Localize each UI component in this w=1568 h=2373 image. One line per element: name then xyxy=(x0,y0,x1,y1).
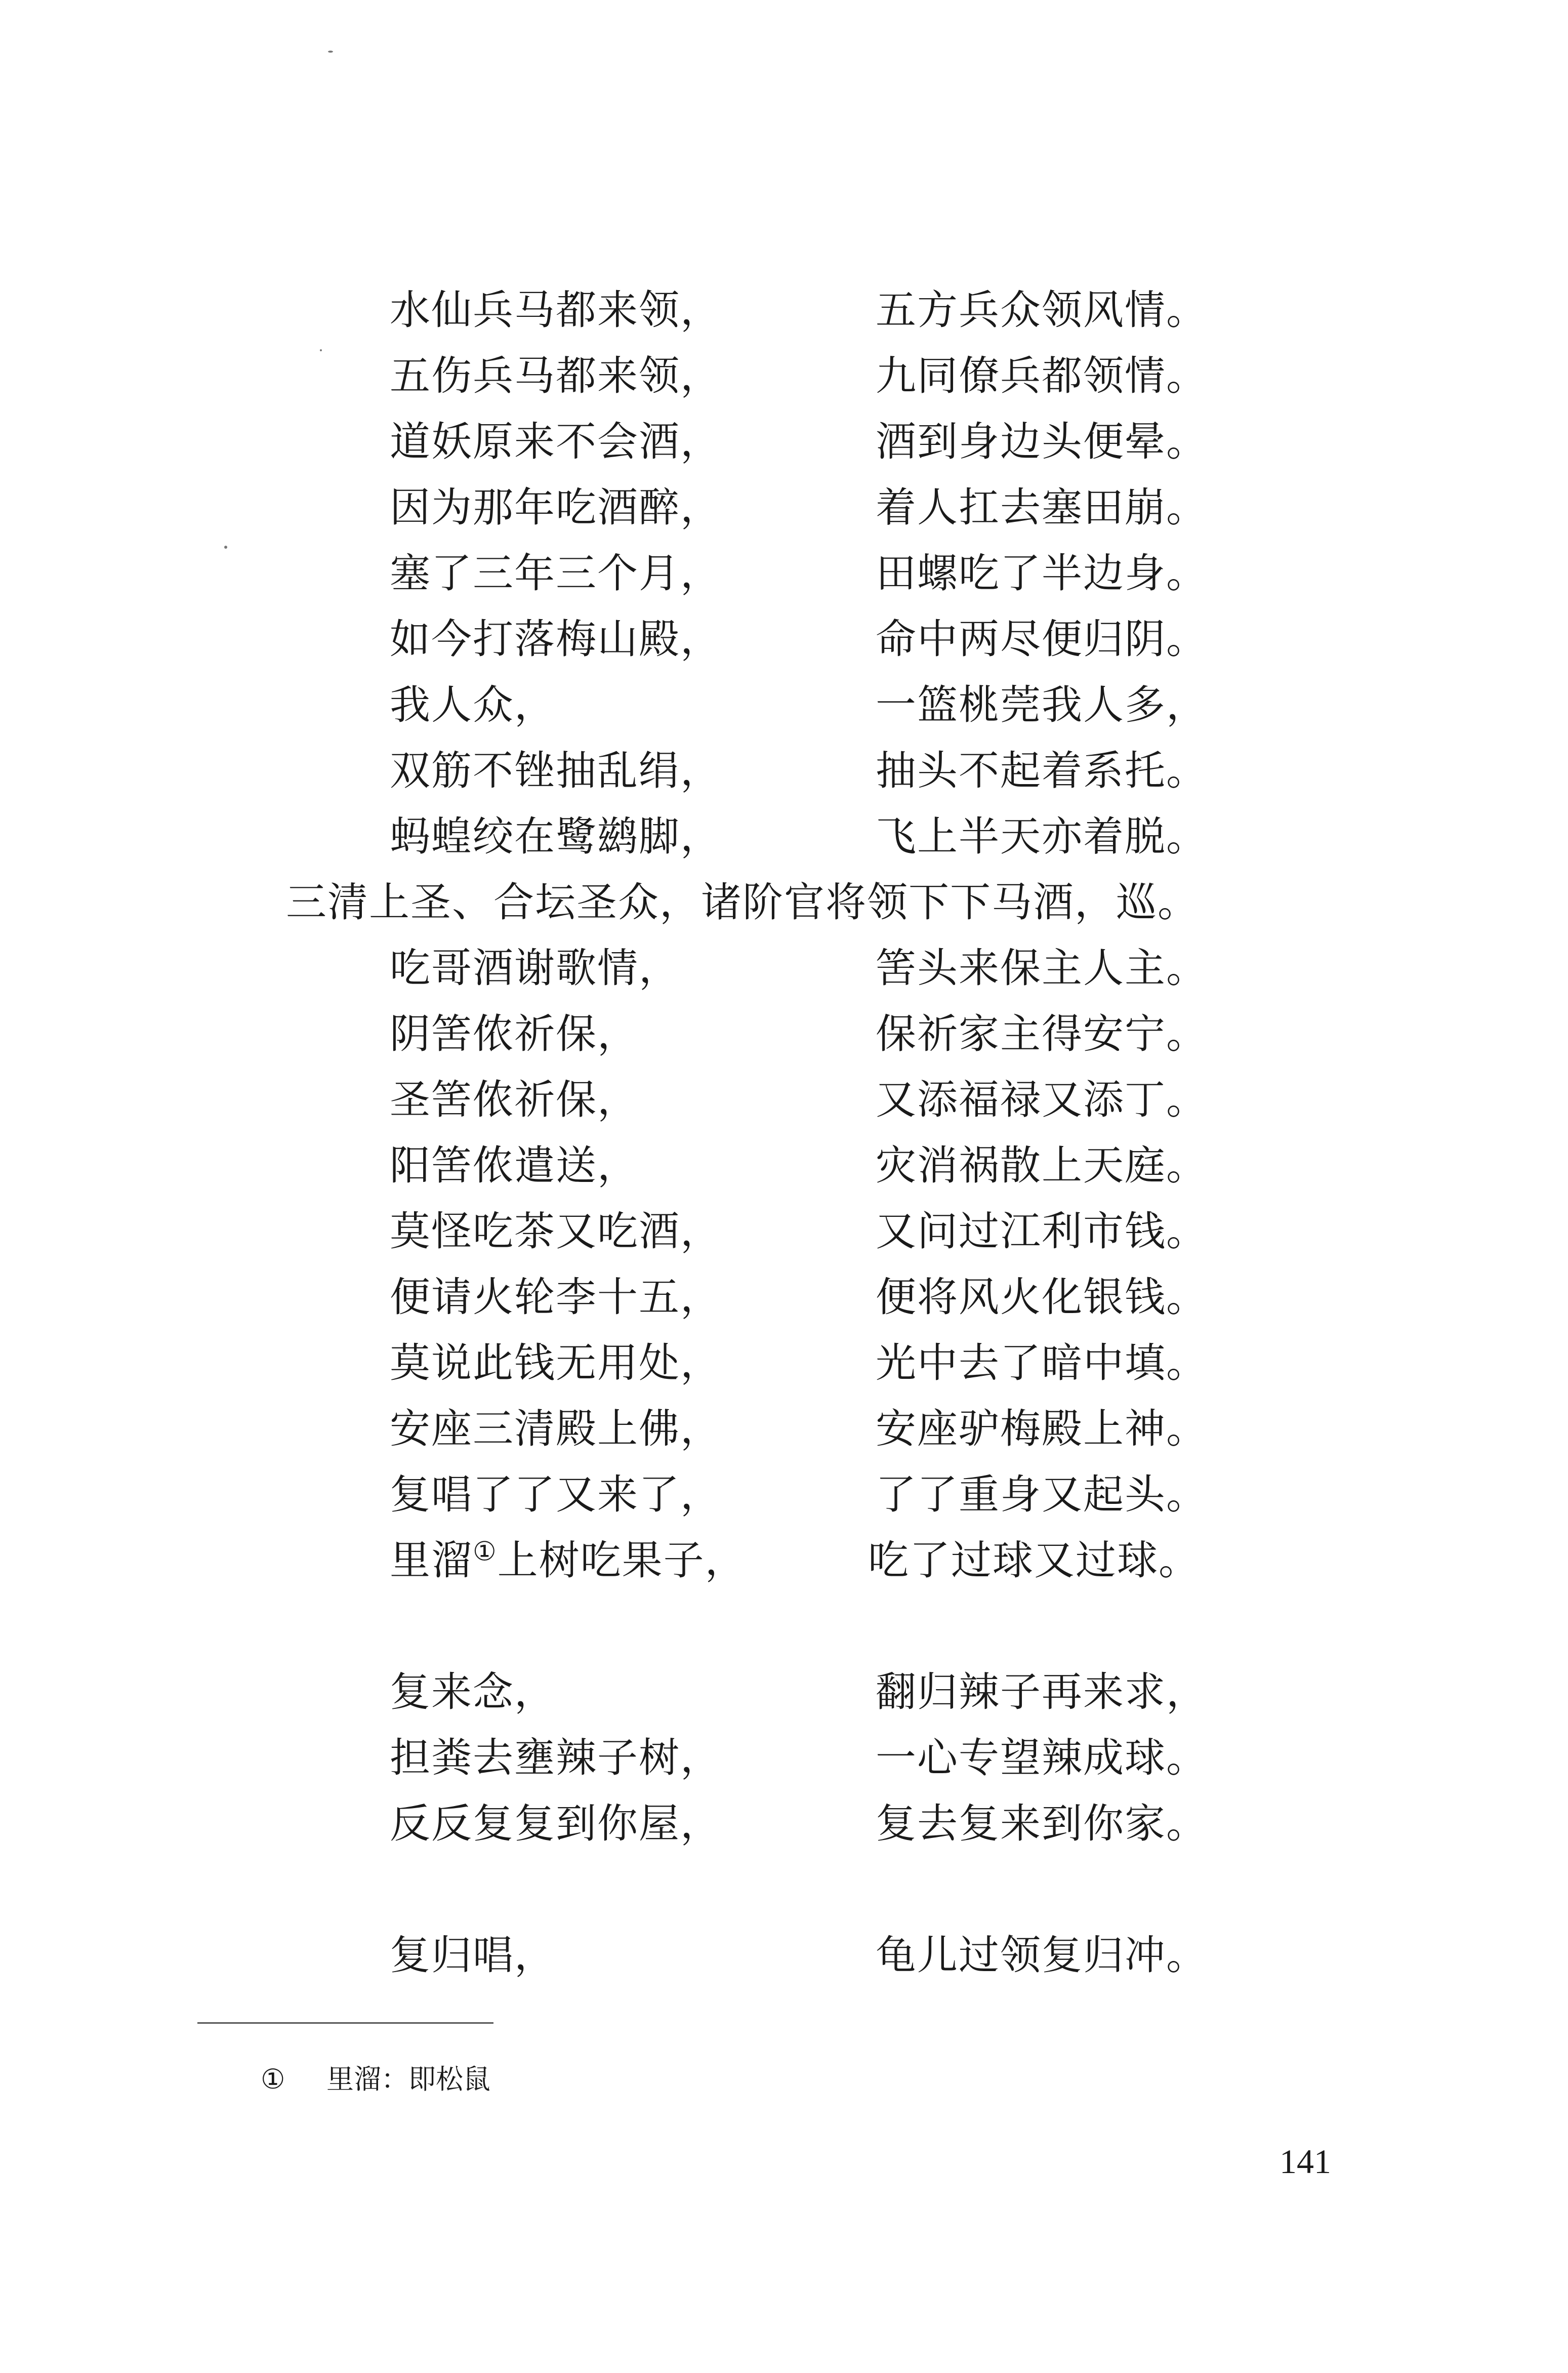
verse-line xyxy=(0,475,1568,541)
verse-right: 一篮桃莞我人多， xyxy=(876,681,1208,728)
verse-line xyxy=(0,1330,1568,1396)
footnote-divider xyxy=(197,2022,493,2024)
verse-right: 便将风火化银钱。 xyxy=(876,1274,1208,1321)
verse-left: 莫说此钱无用处， xyxy=(390,1339,722,1386)
verse-line xyxy=(0,277,1568,343)
verse-line xyxy=(0,1462,1568,1528)
verse-right: 酒到身边头便晕。 xyxy=(876,418,1208,465)
verse-right: 保祈家主得安宁。 xyxy=(876,1010,1208,1057)
verse-line xyxy=(0,1725,1568,1791)
verse-right: 九同僚兵都领情。 xyxy=(876,352,1208,399)
verse-left: 五伤兵马都来领， xyxy=(390,352,722,399)
verse-left: 吃哥酒谢歌情， xyxy=(390,945,680,992)
verse-right: 龟儿过领复归冲。 xyxy=(876,1932,1208,1979)
verse-left: 担粪去壅辣子树， xyxy=(390,1734,722,1781)
verse-right: 抽头不起着系托。 xyxy=(876,747,1208,794)
verse-right: 飞上半天亦着脱。 xyxy=(876,813,1208,860)
verse-right: 了了重身又起头。 xyxy=(876,1471,1208,1518)
verse-text: 里溜 xyxy=(390,1537,473,1584)
verse-right: 一心专望辣成球。 xyxy=(876,1734,1208,1781)
verse-right: 又问过江利市钱。 xyxy=(876,1208,1208,1255)
footnote-text: 里溜：即松鼠 xyxy=(326,2063,490,2095)
verse-left: 塞了三年三个月， xyxy=(390,550,722,597)
verse-line xyxy=(0,1396,1568,1462)
verse-line xyxy=(0,606,1568,672)
verse-right: 着人扛去塞田崩。 xyxy=(876,484,1208,531)
verse-left: 如今打落梅山殿， xyxy=(390,616,722,663)
verse-line xyxy=(0,541,1568,606)
verse-line xyxy=(0,738,1568,804)
verse-left: 因为那年吃酒醉， xyxy=(390,484,722,531)
prose-text: 三清上圣、合坛圣众，诸阶官将领下下马酒，巡。 xyxy=(286,879,1199,926)
verse-right: 筈头来保主人主。 xyxy=(876,945,1208,992)
verse-line xyxy=(0,1264,1568,1330)
verse-right: 安座驴梅殿上神。 xyxy=(876,1405,1208,1452)
verse-line xyxy=(0,935,1568,1001)
prose-line xyxy=(0,870,1568,935)
verse-line xyxy=(0,804,1568,870)
verse-left: 我人众， xyxy=(390,681,556,728)
footnote xyxy=(261,2059,490,2100)
verse-line xyxy=(0,343,1568,409)
verse-left: 蚂蝗绞在鹭鹚脚， xyxy=(390,813,722,860)
verse-left: 阴筈侬祈保， xyxy=(390,1010,639,1057)
verse-line xyxy=(0,1659,1568,1725)
footnote-number: ① xyxy=(261,2063,285,2095)
verse-line xyxy=(0,1199,1568,1264)
verse-left: 反反复复到你屋， xyxy=(390,1800,722,1847)
verse-right: 吃了过球又过球。 xyxy=(868,1537,1200,1584)
verse-left: 复唱了了又来了， xyxy=(390,1471,722,1518)
verse-left: 双筋不锉抽乱绢， xyxy=(390,747,722,794)
verse-line xyxy=(0,672,1568,738)
verse-line xyxy=(0,1001,1568,1067)
verse-left: 阳筈侬遣送， xyxy=(390,1142,639,1189)
verse-right: 田螺吃了半边身。 xyxy=(876,550,1208,597)
verse-left: 圣筈侬祈保， xyxy=(390,1076,639,1123)
verse-left: 道妖原来不会酒， xyxy=(390,418,722,465)
scan-speck xyxy=(328,51,333,53)
verse-left: 安座三清殿上佛， xyxy=(390,1405,722,1452)
verse-line xyxy=(0,409,1568,475)
verse-right: 复去复来到你家。 xyxy=(876,1800,1208,1847)
verse-right: 又添福禄又添丁。 xyxy=(876,1076,1208,1123)
verse-text: 上树吃果子， xyxy=(497,1537,747,1584)
verse-right: 光中去了暗中填。 xyxy=(876,1339,1208,1386)
verse-right: 命中两尽便归阴。 xyxy=(876,616,1208,663)
verse-right: 五方兵众领风情。 xyxy=(876,287,1208,334)
verse-right: 灾消祸散上天庭。 xyxy=(876,1142,1208,1189)
footnote-marker: ① xyxy=(473,1536,498,1567)
verse-line xyxy=(0,1922,1568,1988)
page-number: 141 xyxy=(1280,2142,1331,2181)
verse-left: 复归唱， xyxy=(390,1932,556,1979)
verse-line xyxy=(0,1133,1568,1199)
verse-left: 便请火轮李十五， xyxy=(390,1274,722,1321)
verse-right: 翻归辣子再来求， xyxy=(876,1668,1208,1715)
verse-left xyxy=(390,1528,747,1593)
verse-line xyxy=(0,1067,1568,1133)
verse-left: 莫怪吃茶又吃酒， xyxy=(390,1208,722,1255)
verse-line xyxy=(0,1528,1568,1593)
verse-left: 水仙兵马都来领， xyxy=(390,287,722,334)
verse-line xyxy=(0,1791,1568,1857)
verse-left: 复来念， xyxy=(390,1668,556,1715)
